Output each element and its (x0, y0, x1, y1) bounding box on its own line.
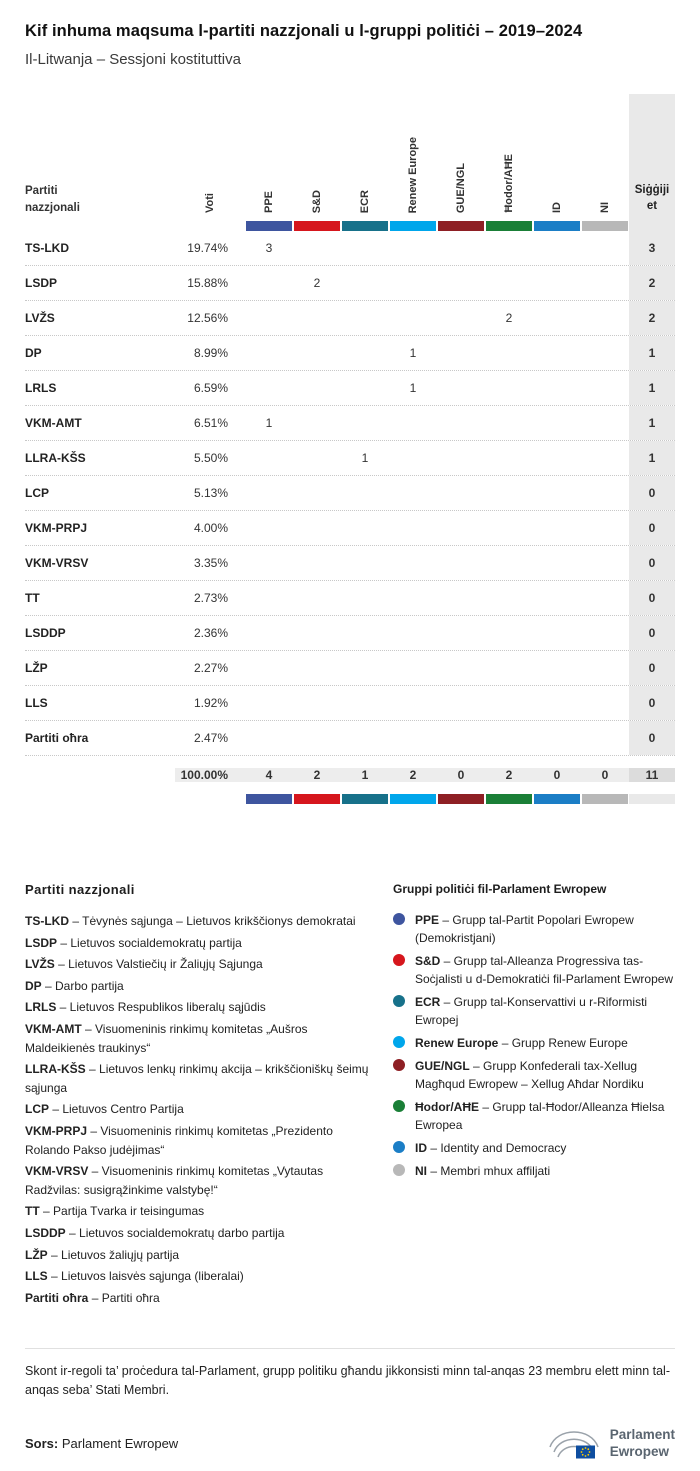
legend-abbr: Partiti oħra (25, 1290, 89, 1305)
table-header (25, 94, 675, 221)
party-cell: DP (25, 346, 42, 360)
ep-logo-text (610, 1427, 675, 1461)
political-group-legend-item: PPE – Grupp tal-Partit Popolari Ewropew (Demokristjani) (393, 911, 675, 947)
seats-column-header (629, 94, 675, 221)
votes-cell: 4.00% (193, 521, 228, 535)
party-cell: LŽP (25, 661, 48, 675)
national-party-legend-item: LSDP – Lietuvos socialdemokratų partija (25, 935, 242, 950)
national-party-legend-item: LSDDP – Lietuvos socialdemokratų darbo partija (25, 1225, 285, 1240)
group-color-bar (582, 221, 628, 231)
political-groups-legend (393, 882, 675, 1310)
votes-cell: 6.51% (193, 416, 228, 430)
seats-cell: 0 (629, 616, 675, 650)
group-seats-cell: 2 (313, 276, 321, 290)
votes-cell: 15.88% (187, 276, 228, 290)
seats-cell: 0 (629, 651, 675, 685)
political-group-legend-item: GUE/NGL – Grupp Konfederali tax-Xellug Magħqud Ewropew – Xellug Aħdar Nordiku (393, 1057, 675, 1093)
votes-cell: 2.27% (193, 661, 228, 675)
national-party-legend-item: LLS – Lietuvos laisvės sąjunga (liberalai) (25, 1269, 244, 1284)
ep-logo-line1: Parlament (609, 1426, 675, 1442)
procedure-note: Skont ir-regoli ta’ proċedura tal-Parlament, grupp politiku għandu jikkonsisti minn tal-anqas 23 membru elett minn tal-anqas seba’ Stati Membri. (25, 1348, 675, 1400)
national-party-legend-item: LLRA-KŠS – Lietuvos lenkų rinkimų akcija – krikščioniškų šeimų sąjunga (25, 1062, 369, 1095)
political-group-legend-item: NI – Membri mhux affiljati (393, 1162, 675, 1180)
table-row (25, 301, 675, 336)
total-group-seats-cell: 0 (601, 768, 609, 782)
party-cell: VKM-PRPJ (25, 521, 88, 535)
group-color-dot (393, 1100, 405, 1112)
total-group-seats-cell: 2 (409, 768, 417, 782)
seats-cell: 0 (629, 511, 675, 545)
group-color-dot (393, 1141, 405, 1153)
group-seats-cell: 1 (265, 416, 273, 430)
table-row (25, 476, 675, 511)
group-seats-cell: 3 (265, 241, 273, 255)
group-column-header-label: ID (551, 202, 563, 213)
group-seats-cell: 1 (409, 346, 417, 360)
group-color-bar (390, 221, 436, 231)
group-color-bar (246, 221, 292, 231)
party-cell: LVŽS (25, 311, 55, 325)
table-row (25, 546, 675, 581)
total-cells (175, 768, 675, 782)
source-label: Sors: (25, 1436, 59, 1452)
table-row (25, 616, 675, 651)
legend-abbr: ID (415, 1141, 427, 1155)
seats-cell: 1 (629, 406, 675, 440)
table-row (25, 406, 675, 441)
table-row (25, 651, 675, 686)
total-group-seats-cell: 1 (361, 768, 369, 782)
votes-cell: 2.36% (193, 626, 228, 640)
seats-cell: 1 (629, 371, 675, 405)
legend-abbr: VKM-PRPJ (25, 1123, 88, 1138)
total-group-seats-cell: 0 (457, 768, 465, 782)
group-color-bar (342, 794, 388, 804)
votes-cell: 2.73% (193, 591, 228, 605)
seats-cell: 0 (629, 546, 675, 580)
political-groups-list (393, 911, 675, 1180)
national-party-legend-item: TT – Partija Tvarka ir teisingumas (25, 1204, 205, 1219)
legend-abbr: VKM-AMT (25, 1021, 82, 1036)
party-column-header-label: Partiti nazzjonali (25, 184, 80, 214)
votes-cell: 1.92% (193, 696, 228, 710)
seats-cell: 2 (629, 301, 675, 335)
political-group-legend-item: ID – Identity and Democracy (393, 1139, 675, 1157)
national-party-legend-item: Partiti oħra – Partiti oħra (25, 1290, 160, 1305)
national-party-legend-item: DP – Darbo partija (25, 978, 124, 993)
hemicycle-icon (546, 1422, 602, 1466)
legend-abbr: LLS (25, 1269, 48, 1284)
bars-left-spacer (25, 794, 245, 804)
seats-cell: 0 (629, 721, 675, 755)
votes-cell: 5.13% (193, 486, 228, 500)
legend-abbr: LSDDP (25, 1225, 66, 1240)
national-parties-heading: Partiti nazzjonali (25, 882, 135, 897)
group-color-bar (534, 794, 580, 804)
party-cell: LCP (25, 486, 49, 500)
table-row (25, 511, 675, 546)
legend-abbr: NI (415, 1164, 427, 1178)
table-row (25, 371, 675, 406)
total-group-seats-cell: 0 (553, 768, 561, 782)
group-color-bar (294, 794, 340, 804)
party-cell: TS-LKD (25, 241, 69, 255)
political-groups-heading: Gruppi politiċi fil-Parlament Ewropew (393, 882, 607, 896)
party-cell: LSDDP (25, 626, 66, 640)
party-column-header (25, 94, 175, 221)
group-color-dot (393, 1164, 405, 1176)
table-total-row (25, 756, 675, 794)
table-row (25, 581, 675, 616)
legend-abbr: TT (25, 1204, 40, 1219)
group-color-bar (246, 794, 292, 804)
votes-cell: 19.74% (187, 241, 228, 255)
seats-cell: 0 (629, 686, 675, 720)
legend-section (25, 882, 675, 1310)
group-color-bar (342, 221, 388, 231)
page-title: Kif inhuma maqsuma l-partiti nazzjonali u l-gruppi politiċi – 2019–2024 (25, 22, 583, 40)
political-group-legend-item: ECR – Grupp tal-Konservattivi u r-Riformisti Ewropej (393, 993, 675, 1029)
group-color-bar (438, 794, 484, 804)
table-row (25, 231, 675, 266)
group-column-header-label: PPE (263, 190, 275, 213)
party-cell: LLS (25, 696, 48, 710)
party-cell: TT (25, 591, 40, 605)
source-row (25, 1422, 675, 1466)
seats-cell: 1 (629, 336, 675, 370)
seats-cell: 1 (629, 441, 675, 475)
source-value: Parlament Ewropew (61, 1436, 179, 1452)
page-subtitle: Il-Litwanja – Sessjoni kostituttiva (25, 51, 241, 68)
eu-flag-icon (576, 1445, 595, 1458)
seats-cell: 0 (629, 476, 675, 510)
legend-abbr: S&D (415, 954, 441, 968)
votes-cell: 2.47% (193, 731, 228, 745)
votes-cell: 3.35% (193, 556, 228, 570)
group-column-header (485, 94, 533, 221)
seats-cell: 2 (629, 266, 675, 300)
group-column-header (389, 94, 437, 221)
national-party-legend-item: VKM-PRPJ – Visuomeninis rinkimų komitetas „Prezidento Rolando Pakso judėjimas“ (25, 1123, 333, 1157)
ep-logo-line2: Ewropew (609, 1443, 669, 1459)
legend-abbr: TS-LKD (25, 914, 69, 928)
national-party-legend-item: LVŽS – Lietuvos Valstiečių ir Žaliųjų Sąjunga (25, 957, 263, 972)
total-group-seats-cell: 2 (313, 768, 321, 782)
group-column-header (341, 94, 389, 221)
party-cell: VKM-AMT (25, 416, 82, 430)
group-color-bar (582, 794, 628, 804)
seats-column-header-label: Siġġijiet (634, 183, 670, 213)
party-cell: Partiti oħra (25, 731, 89, 745)
group-column-header (581, 94, 629, 221)
votes-cell: 6.59% (193, 381, 228, 395)
table-row (25, 721, 675, 756)
political-group-legend-item: Renew Europe – Grupp Renew Europe (393, 1034, 675, 1052)
votes-cell: 8.99% (193, 346, 228, 360)
group-column-header (533, 94, 581, 221)
legend-abbr: ECR (415, 995, 441, 1009)
table-body (25, 231, 675, 756)
total-votes-cell: 100.00% (180, 768, 228, 782)
table-row (25, 266, 675, 301)
legend-abbr: PPE (415, 913, 440, 927)
group-column-header-label: S&D (311, 189, 323, 213)
group-column-header-label: GUE/NGL (455, 162, 467, 213)
votes-cell: 12.56% (187, 311, 228, 325)
national-party-legend-item: LRLS – Lietuvos Respublikos liberalų sąjūdis (25, 1000, 266, 1015)
political-group-legend-item: Ħodor/AĦE – Grupp tal-Ħodor/Alleanza Ħielsa Ewropea (393, 1098, 675, 1134)
source-text (25, 1436, 178, 1451)
legend-abbr: LRLS (25, 1000, 57, 1015)
legend-abbr: LCP (25, 1102, 49, 1117)
group-column-header (245, 94, 293, 221)
group-column-header-label: NI (599, 202, 611, 213)
group-color-dot (393, 1059, 405, 1071)
group-seats-cell: 1 (361, 451, 369, 465)
group-color-bar (438, 221, 484, 231)
national-party-legend-item: VKM-AMT – Visuomeninis rinkimų komitetas „Aušros Maldeikienės traukinys“ (25, 1021, 308, 1055)
party-cell: LRLS (25, 381, 57, 395)
legend-abbr: VKM-VRSV (25, 1164, 89, 1179)
group-seats-cell: 1 (409, 381, 417, 395)
bars-left-spacer (25, 221, 245, 231)
group-column-header-label: Renew Europe (407, 136, 419, 213)
group-color-bar (534, 221, 580, 231)
seats-cell: 3 (629, 231, 675, 265)
total-seats-cell: 11 (629, 768, 675, 782)
group-color-bar (294, 221, 340, 231)
party-cell: LLRA-KŠS (25, 451, 86, 465)
group-color-dot (393, 995, 405, 1007)
votes-column-header-label: Voti (204, 193, 216, 213)
political-group-legend-item: S&D – Grupp tal-Alleanza Progressiva tas-Soċjalisti u d-Demokratiċi fil-Parlament Ewropew (393, 952, 675, 988)
bars-seats-spacer (629, 794, 675, 804)
national-parties-list (25, 912, 393, 1307)
national-party-legend-item: TS-LKD – Tėvynės sąjunga – Lietuvos krikščionys demokratai (25, 914, 356, 928)
national-parties-legend (25, 882, 393, 1310)
party-cell: LSDP (25, 276, 58, 290)
table-row (25, 336, 675, 371)
group-seats-cell: 2 (505, 311, 513, 325)
legend-abbr: Ħodor/AĦE (415, 1100, 479, 1114)
seats-cell: 0 (629, 581, 675, 615)
votes-cell: 5.50% (193, 451, 228, 465)
legend-abbr: LVŽS (25, 957, 55, 972)
group-column-header-label: Ħodor/AĦE (503, 154, 515, 213)
group-color-bar (486, 794, 532, 804)
group-column-header (437, 94, 485, 221)
seats-table (25, 94, 675, 804)
national-party-legend-item: VKM-VRSV – Visuomeninis rinkimų komitetas „Vytautas Radžvilas: susigrąžinkime valstybę!“ (25, 1164, 324, 1197)
group-column-header (293, 94, 341, 221)
group-color-dot (393, 913, 405, 925)
party-cell: VKM-VRSV (25, 556, 89, 570)
legend-abbr: DP (25, 978, 42, 993)
votes-column-header (175, 94, 245, 221)
group-color-bars (25, 794, 675, 804)
legend-abbr: Renew Europe (415, 1036, 499, 1050)
legend-abbr: GUE/NGL (415, 1059, 470, 1073)
total-group-seats-cell: 4 (265, 768, 273, 782)
table-row (25, 441, 675, 476)
group-column-header-label: ECR (359, 189, 371, 213)
group-color-dot (393, 1036, 405, 1048)
legend-abbr: LSDP (25, 935, 58, 950)
total-group-seats-cell: 2 (505, 768, 513, 782)
group-color-bar (486, 221, 532, 231)
ep-logo (546, 1422, 675, 1466)
legend-abbr: LLRA-KŠS (25, 1062, 86, 1077)
group-color-bars (25, 221, 675, 231)
national-party-legend-item: LŽP – Lietuvos žaliųjų partija (25, 1247, 180, 1262)
table-row (25, 686, 675, 721)
national-party-legend-item: LCP – Lietuvos Centro Partija (25, 1102, 184, 1117)
legend-abbr: LŽP (25, 1247, 48, 1262)
bars-seats-spacer (629, 221, 675, 231)
group-color-dot (393, 954, 405, 966)
group-color-bar (390, 794, 436, 804)
